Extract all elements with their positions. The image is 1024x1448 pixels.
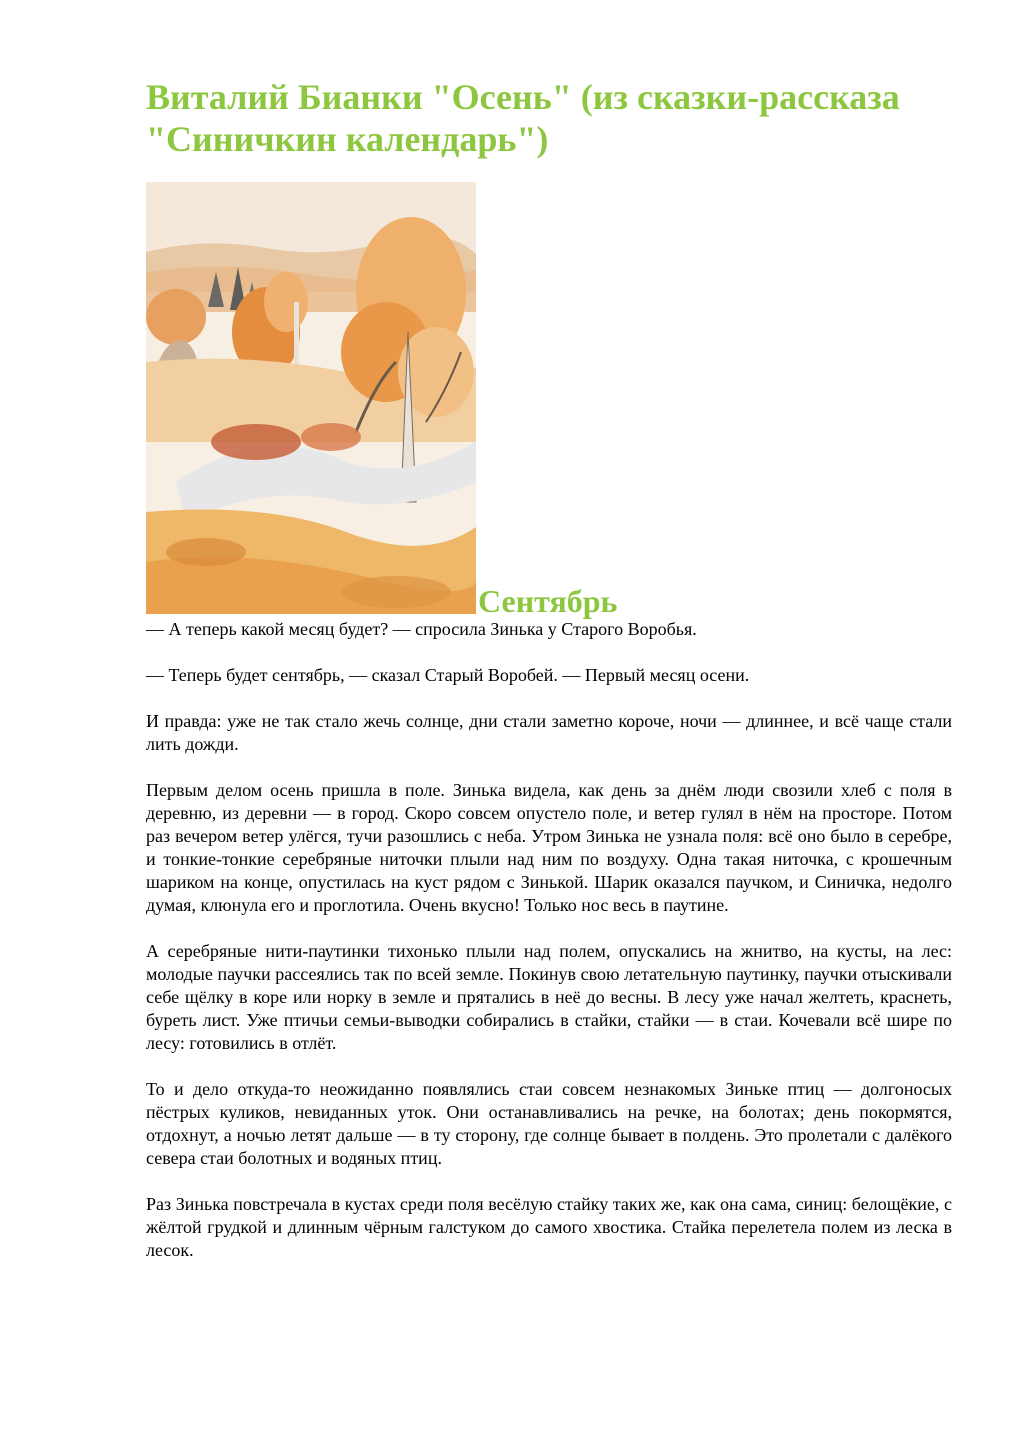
paragraph: — А теперь какой месяц будет? — спросила Зинька у Старого Воробья. (146, 619, 697, 639)
paragraph: — Теперь будет сентябрь, — сказал Старый Воробей. — Первый месяц осени. (146, 665, 750, 685)
figure-with-heading (146, 180, 952, 619)
paragraph: А серебряные нити-паутинки тихонько плыли над полем, опускались на жнитво, на кусты, на лес: молодые паучки рассеялись так по всей земле. Покинув свою летательную паутинку, паучки отыскивали себе щёлку в коре или норку в земле и прятались в неё до весны. В лесу уже начал желтеть, краснеть, буреть лист. Уже птичьи семьи-выводки собирались в стайки, стайки — в стаи. Кочевали всё шире по лесу: готовились в отлёт. (146, 941, 952, 1053)
autumn-landscape-illustration (146, 182, 476, 614)
paragraph: Раз Зинька повстречала в кустах среди поля весёлую стайку таких же, как она сама, синиц: белощёкие, с жёлтой грудкой и длинным чёрным галстуком до самого хвостика. Стайка перелетела полем из леска в лесок. (146, 1194, 952, 1260)
paragraph: Первым делом осень пришла в поле. Зинька видела, как день за днём люди свозили хлеб с поля в деревню, из деревни — в город. Скоро совсем опустело поле, и ветер гулял в нём на просторе. Потом раз вечером ветер улёгся, тучи разошлись с неба. Утром Зинька не узнала поля: всё оно было в серебре, и тонкие-тонкие серебряные ниточки плыли над ним по воздуху. Одна такая ниточка, с крошечным шариком на конце, опустилась на куст рядом с Зинькой. Шарик оказался паучком, и Синичка, недолго думая, клюнула его и проглотила. Очень вкусно! Только нос весь в паутине. (146, 780, 952, 915)
section-heading: Сентябрь (478, 583, 618, 619)
document-page (146, 76, 952, 1285)
page-title: Виталий Бианки "Осень" (из сказки-рассказа "Синичкин календарь") (146, 77, 900, 159)
paragraph: И правда: уже не так стало жечь солнце, дни стали заметно короче, ночи — длиннее, и всё чаще стали лить дожди. (146, 711, 952, 754)
paragraph: То и дело откуда-то неожиданно появлялись стаи совсем незнакомых Зиньке птиц — долгоносых пёстрых куликов, невиданных уток. Они останавливались на речке, на болотах; день покормятся, отдохнут, а ночью летят дальше — в ту сторону, где солнце бывает в полдень. Это пролетали с далёкого севера стаи болотных и водяных птиц. (146, 1079, 952, 1168)
story-text (146, 618, 952, 1262)
